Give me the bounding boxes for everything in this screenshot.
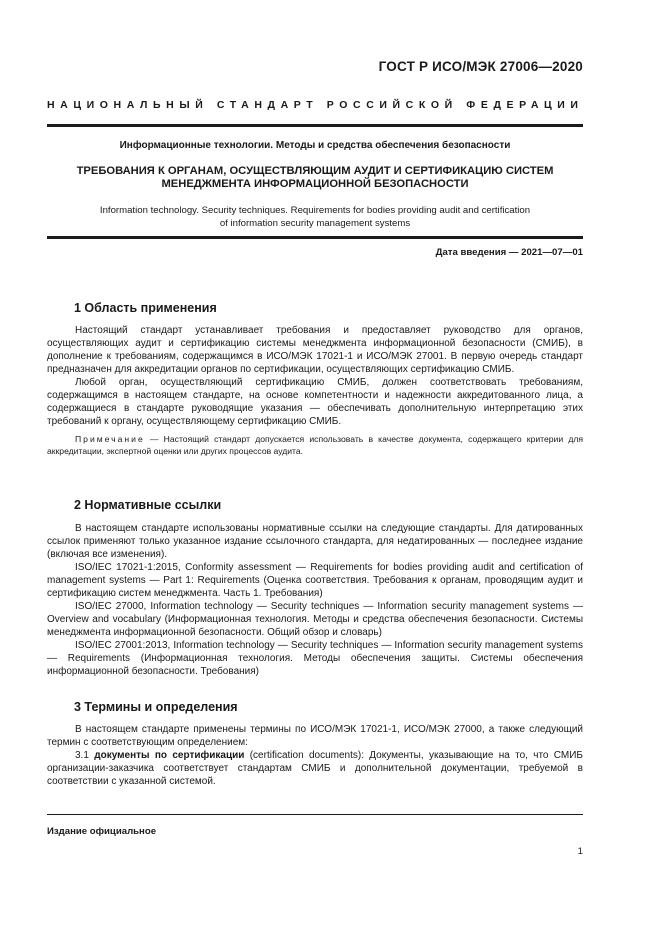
national-standard-heading: НАЦИОНАЛЬНЫЙ СТАНДАРТ РОССИЙСКОЙ ФЕДЕРАЦИИ <box>47 99 584 111</box>
gost-number: ГОСТ Р ИСО/МЭК 27006—2020 <box>378 59 583 74</box>
footer-divider <box>47 814 583 815</box>
intro-date: Дата введения — 2021—07—01 <box>435 247 583 258</box>
section-1-paragraph-2: Любой орган, осуществляющий сертификацию СМИБ, должен соответствовать требованиям, содержащимся в настоящем стандарте, на основе компетентности и надежности аккредитованного лица, а содержащиеся в стандарте руководящие указания — обеспечивать дополнительную интерпретацию этих требований к органу, осуществляющему сертификацию СМИБ. <box>47 377 583 427</box>
title-en-line-2: of information security management systems <box>219 218 411 229</box>
main-title-line-2: МЕНЕДЖМЕНТА ИНФОРМАЦИОННОЙ БЕЗОПАСНОСТИ <box>161 178 469 190</box>
section-3-heading: 3 Термины и определения <box>74 700 238 714</box>
section-3-term <box>47 749 583 788</box>
term-number: 3.1 <box>75 750 95 761</box>
main-title <box>47 165 583 191</box>
section-1-paragraph-1: Настоящий стандарт устанавливает требования и предоставляет руководство для органов, осуществляющих аудит и сертификацию системы менеджмента информационной безопасности (СМИБ), в дополнение к требованиям, содержащимся в ИСО/МЭК 17021-1 и ИСО/МЭК 27001. В первую очередь стандарт предназначен для аккредитации органов по сертификации, осуществляющих сертификацию СМИБ. <box>47 325 583 375</box>
section-3-body <box>47 723 583 788</box>
section-2-paragraph-4: ISO/IEC 27001:2013, Information technology — Security techniques — Information security management systems — Requirements (Информационная технология. Методы обеспечения защиты. Системы обеспечения информационной безопасности. Требования) <box>47 640 583 677</box>
section-2-body <box>47 522 583 678</box>
section-1-heading: 1 Область применения <box>74 301 217 315</box>
page-number: 1 <box>577 846 583 857</box>
section-1-note <box>47 433 583 457</box>
section-1-body <box>47 324 583 457</box>
title-en <box>47 204 583 230</box>
header-divider <box>47 124 583 127</box>
title-divider <box>47 236 583 239</box>
section-2-paragraph-3: ISO/IEC 27000, Information technology — Security techniques — Information security management systems — Overview and vocabulary (Информационная технология. Методы и средства обеспечения безопасности. Системы менеджмента информационной безопасности. Общий обзор и словарь) <box>47 601 583 638</box>
term-definition: (certification documents): Документы, указывающие на то, что СМИБ организации-заказчика соответствует стандартам СМИБ и дополнительной документации, требуемой в соответствии с указанной системой. <box>47 750 583 787</box>
subtitle-ru: Информационные технологии. Методы и средства обеспечения безопасности <box>119 140 511 151</box>
title-en-line-1: Information technology. Security techniques. Requirements for bodies providing audit and certification <box>99 205 531 216</box>
note-text: — Настоящий стандарт допускается использовать в качестве документа, содержащего критерии для аккредитации, экспертной оценки или других процессов аудита. <box>47 434 583 456</box>
official-edition-label: Издание официальное <box>47 826 157 837</box>
note-label: Примечание <box>75 434 145 444</box>
section-2-heading: 2 Нормативные ссылки <box>74 498 222 512</box>
section-3-paragraph-1: В настоящем стандарте применены термины по ИСО/МЭК 17021-1, ИСО/МЭК 27000, а также следующий термин с соответствующим определением: <box>47 724 583 748</box>
main-title-line-1: ТРЕБОВАНИЯ К ОРГАНАМ, ОСУЩЕСТВЛЯЮЩИМ АУДИТ И СЕРТИФИКАЦИЮ СИСТЕМ <box>76 165 554 177</box>
section-2-paragraph-2: ISO/IEC 17021-1:2015, Conformity assessment — Requirements for bodies providing audit and certification of management systems — Part 1: Requirements (Оценка соответствия. Требования к органам, проводящим аудит и сертификацию систем менеджмента. Часть 1. Требования) <box>47 562 583 599</box>
term-name: документы по сертификации <box>94 750 245 761</box>
section-2-paragraph-1: В настоящем стандарте использованы нормативные ссылки на следующие стандарты. Для датированных ссылок применяют только указанное издание ссылочного стандарта, для недатированных — последнее издание (включая все изменения). <box>47 523 583 560</box>
